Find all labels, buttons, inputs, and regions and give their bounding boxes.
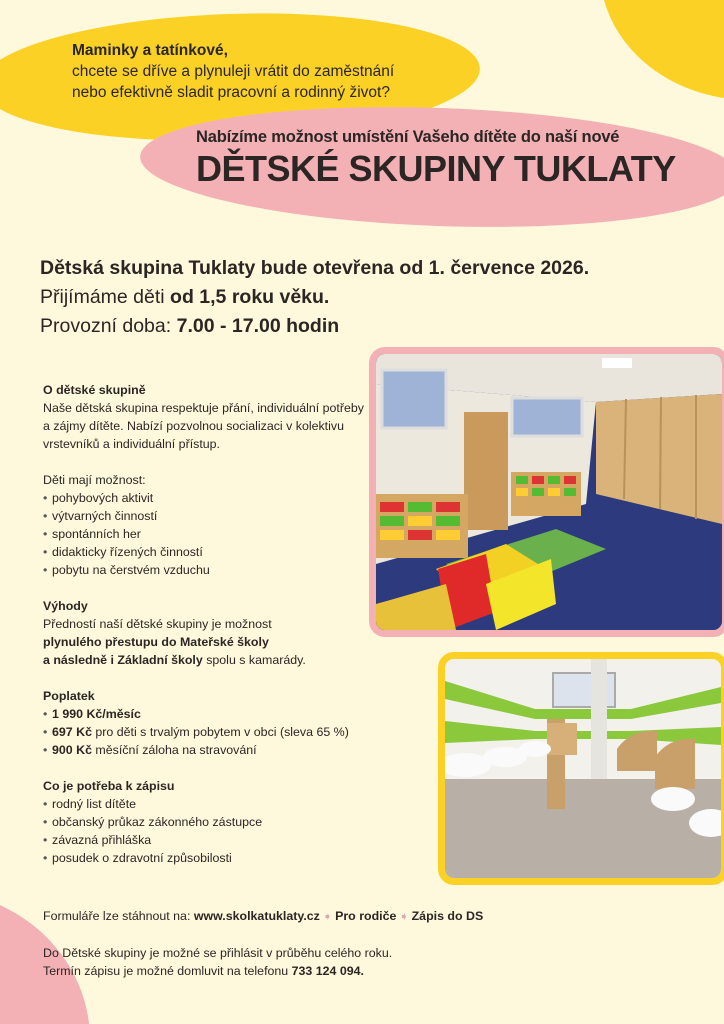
forms-line: [43, 907, 483, 926]
hours-value: 7.00 - 17.00 hodin: [176, 315, 340, 337]
list-item: • závazná přihláška: [43, 831, 373, 849]
about-heading: O dětské skupině: [43, 383, 146, 397]
fees-section: [43, 687, 373, 759]
intro-lead: Maminky a tatínkové,: [72, 42, 228, 59]
nav-step-parents: Pro rodiče: [335, 909, 397, 923]
list-item: • spontánních her: [43, 525, 373, 543]
key-info: [40, 254, 589, 341]
website-link[interactable]: www.skolkatuklaty.cz: [193, 909, 320, 923]
arrow-right-icon: ➧: [322, 911, 333, 923]
intro-text: [72, 40, 394, 103]
fee-item: [43, 723, 373, 741]
requirements-list: [43, 795, 373, 867]
list-item: • didakticky řízených činností: [43, 543, 373, 561]
activities-list: [43, 489, 373, 579]
classroom-illustration: [376, 354, 722, 630]
activities-intro: Děti mají možnost:: [43, 473, 146, 487]
intro-line-2: chcete se dříve a plynuleji vrátit do zaměstnání: [72, 63, 395, 80]
fee-amount: 697 Kč: [52, 725, 92, 739]
intro-line-3: nebo efektivně sladit pracovní a rodinný život?: [72, 84, 390, 101]
phone-line: [43, 962, 483, 980]
fee-amount: 900 Kč: [52, 743, 92, 757]
about-section: [43, 381, 373, 453]
age-value: od 1,5 roku věku.: [170, 286, 330, 308]
forms-label: Formuláře lze stáhnout na:: [43, 909, 194, 923]
fee-item: [43, 741, 373, 759]
activities-section: [43, 471, 373, 579]
hours-label: Provozní doba:: [40, 315, 177, 337]
age-info: [40, 283, 589, 312]
benefits-text-1: Předností naší dětské skupiny je možnost: [43, 617, 272, 631]
decorative-yellow-corner: [600, 0, 724, 100]
fee-desc: pro děti s trvalým pobytem v obci (sleva 65 %): [91, 725, 349, 739]
age-label: Přijímáme děti: [40, 286, 171, 308]
washroom-photo: [438, 652, 724, 885]
washroom-illustration: [445, 659, 721, 878]
list-item: • pohybových aktivit: [43, 489, 373, 507]
enroll-text: Do Dětské skupiny je možné se přihlásit v průběhu celého roku.: [43, 946, 393, 960]
fee-item: [43, 705, 373, 723]
offer-subtitle: Nabízíme možnost umístění Vašeho dítěte do naší nové: [196, 128, 620, 146]
arrow-right-icon: ➧: [399, 911, 409, 923]
requirements-section: [43, 777, 373, 867]
benefits-heading: Výhody: [43, 599, 88, 613]
list-item: • pobytu na čerstvém vzduchu: [43, 561, 373, 579]
benefits-bold-text-1: plynulého přestupu do Mateřské školy: [43, 635, 269, 649]
phone-number: 733 124 094.: [291, 964, 364, 978]
fee-amount: 1 990 Kč/měsíc: [52, 707, 141, 721]
phone-label: Termín zápisu je možné domluvit na telefonu: [43, 964, 292, 978]
list-item: • občanský průkaz zákonného zástupce: [43, 813, 373, 831]
list-item: • rodný list dítěte: [43, 795, 373, 813]
fees-heading: Poplatek: [43, 689, 95, 703]
benefits-line-3: [43, 651, 373, 669]
classroom-photo: [369, 347, 724, 637]
hours-info: [40, 312, 589, 341]
requirements-heading: Co je potřeba k zápisu: [43, 779, 175, 793]
benefits-bold-1: [43, 633, 373, 651]
list-item: • posudek o zdravotní způsobilosti: [43, 849, 373, 867]
offer-block: [196, 128, 696, 189]
footer: [43, 907, 483, 980]
fees-list: [43, 705, 373, 759]
benefits-text-2: spolu s kamarády.: [202, 653, 306, 667]
page-title: DĚTSKÉ SKUPINY TUKLATY: [196, 148, 676, 189]
benefits-section: [43, 597, 373, 669]
list-item: • výtvarných činností: [43, 507, 373, 525]
about-text: Naše dětská skupina respektuje přání, individuální potřeby a zájmy dítěte. Nabízí pozvolnou socializaci v kolektivu vrstevníků a individuální přístup.: [43, 401, 364, 451]
nav-step-enrollment: Zápis do DS: [411, 909, 484, 923]
fee-desc: měsíční záloha na stravování: [91, 743, 257, 757]
details-column: [43, 381, 373, 885]
benefits-bold-text-2: a následně i Základní školy: [43, 653, 203, 667]
opening-date: Dětská skupina Tuklaty bude otevřena od 1. července 2026.: [40, 257, 590, 279]
